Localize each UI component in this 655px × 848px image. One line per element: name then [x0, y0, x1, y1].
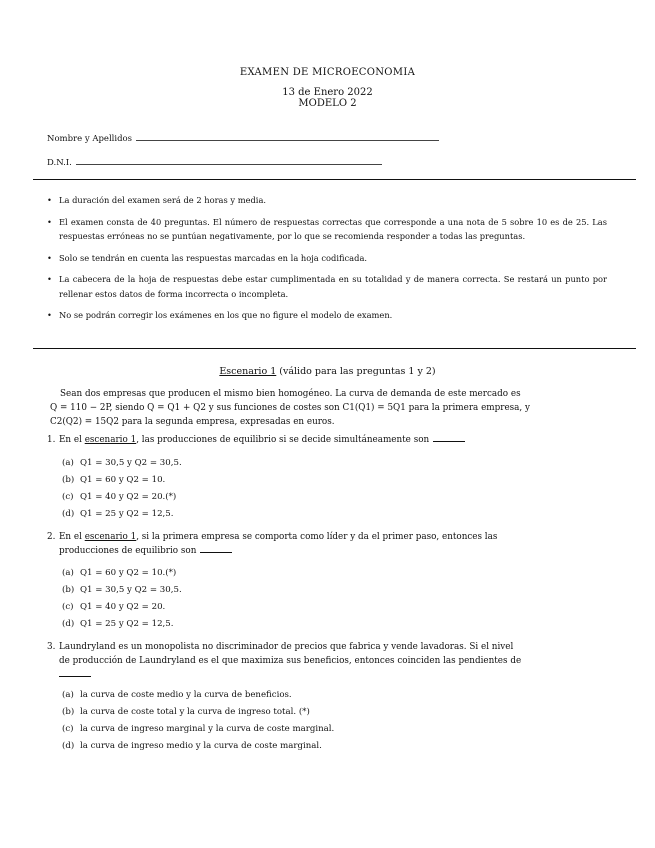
- option-c[interactable]: (c) Q1 = 40 y Q2 = 20.: [62, 602, 166, 612]
- instruction-item: • La cabecera de la hoja de respuestas debe estar cumplimentada en su totalidad y de manera correcta. Se restará un punto por rellenar estos datos de forma incorrecta o incompleta.: [47, 274, 607, 299]
- name-field: [47, 133, 439, 145]
- bullet-icon: •: [47, 274, 52, 285]
- option-d[interactable]: (d) Q1 = 25 y Q2 = 12,5.: [62, 619, 174, 629]
- option-a[interactable]: (a) Q1 = 30,5 y Q2 = 30,5.: [62, 458, 182, 468]
- option-b[interactable]: (b) Q1 = 30,5 y Q2 = 30,5.: [62, 585, 182, 595]
- question-2-options: [62, 569, 182, 637]
- exam-title: EXAMEN DE MICROECONOMIA: [239, 67, 416, 78]
- bullet-icon: •: [47, 310, 52, 321]
- option-b[interactable]: (b) Q1 = 60 y Q2 = 10.: [62, 475, 166, 485]
- question-number: 2.: [47, 532, 56, 542]
- exam-date: 13 de Enero 2022: [282, 87, 373, 98]
- scenario-title: Escenario 1 (válido para las preguntas 1 y 2): [219, 366, 436, 377]
- top-divider: [33, 179, 636, 180]
- scenario-link[interactable]: Escenario 1: [219, 366, 277, 377]
- dni-line: [76, 163, 382, 165]
- bullet-icon: •: [47, 252, 52, 263]
- question-number: 1.: [47, 435, 56, 445]
- question-3: 3. Laundryland es un monopolista no discriminador de precios que fabrica y vende lavadoras. Si el nivel de producción de Laundryland es el que maximiza sus beneficios, entonces coinciden las pendientes de: [47, 640, 610, 682]
- question-3-options: [62, 691, 334, 759]
- question-1-options: [62, 459, 182, 527]
- option-a[interactable]: (a) Q1 = 60 y Q2 = 10.(*): [62, 568, 177, 578]
- scenario-link[interactable]: escenario 1: [84, 435, 137, 445]
- name-label: Nombre y Apellidos: [47, 134, 133, 144]
- exam-model: MODELO 2: [298, 98, 357, 109]
- instruction-item: • No se podrán corregir los exámenes en los que no figure el modelo de examen.: [47, 308, 607, 323]
- instruction-item: • La duración del examen será de 2 horas y media.: [47, 193, 607, 208]
- instructions-list: [47, 193, 607, 330]
- name-line: [136, 139, 439, 141]
- option-d[interactable]: (d) Q1 = 25 y Q2 = 12,5.: [62, 509, 174, 519]
- answer-blank: [433, 441, 465, 442]
- scenario-link[interactable]: escenario 1: [84, 532, 137, 542]
- question-number: 3.: [47, 642, 56, 652]
- option-d[interactable]: (d) la curva de ingreso medio y la curva de coste marginal.: [62, 741, 322, 751]
- instruction-item: • El examen consta de 40 preguntas. El número de respuestas correctas que corresponde a una nota de 5 sobre 10 es de 25. Las respuestas erróneas no se puntúan negativamente, por lo que se recomienda responder a todas las preguntas.: [47, 216, 607, 242]
- scenario-intro: Sean dos empresas que producen el mismo bien homogéneo. La curva de demanda de este mercado es Q = 110 − 2P, siendo Q = Q1 + Q2 y sus funciones de costes son C1(Q1) = 5Q1 para la primera empresa, y C2(Q2) = 15Q2 para la segunda empresa, expresadas en euros.: [50, 389, 530, 428]
- option-a[interactable]: (a) la curva de coste medio y la curva de beneficios.: [62, 690, 292, 700]
- dni-label: D.N.I.: [47, 158, 72, 168]
- bullet-icon: •: [47, 195, 52, 205]
- answer-blank: [200, 552, 232, 553]
- answer-blank: [59, 676, 91, 677]
- instruction-item: • Solo se tendrán en cuenta las respuestas marcadas en la hoja codificada.: [47, 251, 607, 266]
- dni-field: [47, 157, 382, 169]
- bullet-icon: •: [47, 216, 52, 227]
- option-b[interactable]: (b) la curva de coste total y la curva de ingreso total. (*): [62, 707, 310, 717]
- question-2: 2. En el escenario 1, si la primera empresa se comporta como líder y da el primer paso, entonces las producciones de equilibrio son: [47, 532, 498, 557]
- option-c[interactable]: (c) la curva de ingreso marginal y la curva de coste marginal.: [62, 724, 335, 734]
- section-divider: [33, 348, 636, 349]
- question-1: 1. En el escenario 1, las producciones de equilibrio si se decide simultáneamente son: [47, 433, 610, 447]
- option-c[interactable]: (c) Q1 = 40 y Q2 = 20.(*): [62, 492, 177, 502]
